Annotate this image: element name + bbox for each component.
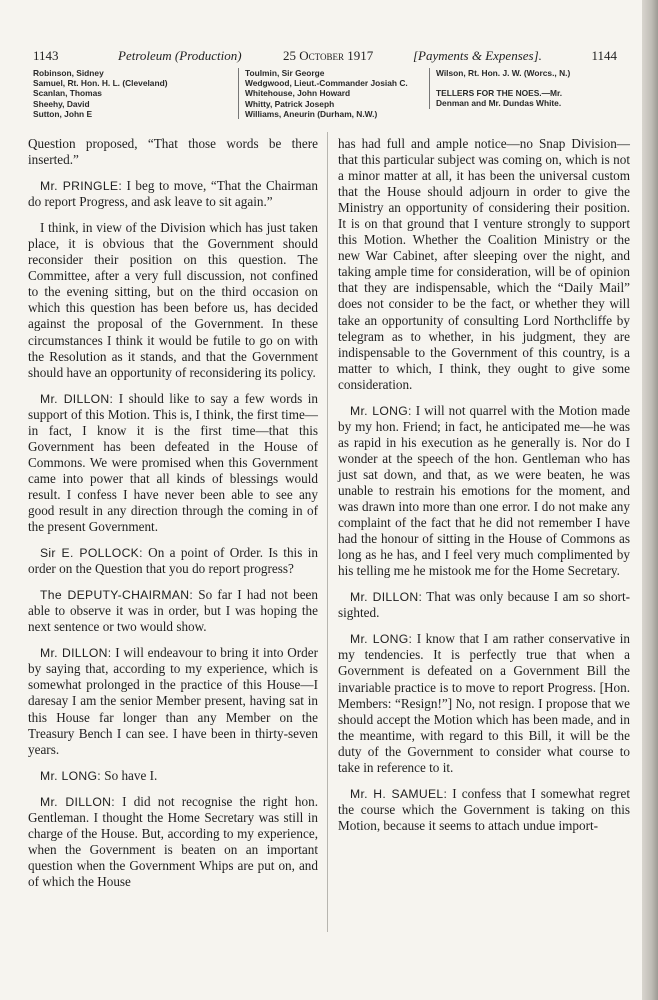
division-name: Samuel, Rt. Hon. H. L. (Cleveland): [33, 78, 168, 89]
paragraph-text: I will endeavour to bring it into Order by saying that, according to my experience, which is somewhat prolonged in the practice of this House—I daresay I am the senior Member present, having sat in this House far longer than any Member on the Treasury Bench I can see. I have been in thirty-seven years.: [28, 645, 318, 757]
division-name: Sutton, John E: [33, 108, 93, 119]
division-name: Williams, Aneurin (Durham, N.W.): [245, 108, 378, 119]
paragraph: [338, 631, 630, 775]
tellers-line: TELLERS FOR THE NOES.—Mr.: [436, 88, 563, 99]
right-text-column: [338, 136, 630, 844]
division-name: Toulmin, Sir George: [245, 68, 325, 78]
paragraph: [28, 645, 318, 757]
speaker-name: Mr. DILLON:: [40, 794, 115, 809]
speaker-name: Mr. DILLON:: [40, 391, 114, 406]
paragraph-text: That was only because I am so short-sighted.: [338, 589, 630, 621]
speaker-name: Sir E. POLLOCK:: [40, 546, 143, 561]
speaker-name: Mr. PRINGLE:: [40, 179, 123, 194]
paragraph-text: So have I.: [100, 767, 158, 783]
division-name: Wilson, Rt. Hon. J. W. (Worcs., N.): [436, 68, 571, 78]
paragraph: [28, 136, 318, 168]
paragraph-text: has had full and ample notice—no Snap Division—that this particular subject was coming on, which is not a minor matter at all, it has been the universal custom that the House should adjourn in order to give the Ministry an opportunity of considering their position. It is on that ground that I venture strongly to support this Motion. Whether the Coalition Ministry or the new War Cabinet, after sleeping over the night, and taking ample time for consideration, will be of opinion that they are indispensable, which the “Daily Mail” does not consider to be the fact, or whether they will take an opportunity of consulting Lord Northcliffe by telegram as to whether, in his judgment, they are indispensable to the Government of this country, is a matter to which, I think, they ought to give some consideration.: [338, 136, 630, 392]
paragraph: [338, 786, 630, 834]
sitting-date: 25 October 1917: [283, 48, 374, 63]
paragraph: [28, 178, 318, 210]
paragraph-text: Question proposed, “That those words be there inserted.”: [28, 136, 318, 168]
page-edge: [642, 0, 658, 1000]
division-name: Whitehouse, John Howard: [245, 88, 351, 99]
division-list: [33, 68, 623, 120]
paragraph: [338, 136, 630, 393]
running-title: Petroleum (Production): [118, 48, 242, 63]
paragraph-text: So far I had not been able to observe it was in order, but I was hoping the next sentence or two would show.: [28, 587, 318, 635]
division-column-3: [429, 68, 628, 109]
paragraph: [338, 403, 630, 580]
paragraph-text: I did not recognise the right hon. Gentleman. I thought the Home Secretary was still in charge of the House. But, according to my experience, when the Government is beaten on an important question when the Government Whips are put on, and of which the House: [28, 793, 318, 889]
paragraph: [28, 768, 318, 784]
page-number-left: 1143: [33, 48, 59, 63]
speaker-name: Mr. LONG:: [350, 403, 412, 418]
paragraph: [28, 545, 318, 577]
tellers-line: Denman and Mr. Dundas White.: [436, 98, 562, 109]
paragraph: [338, 589, 630, 621]
speaker-name: The DEPUTY-CHAIRMAN:: [40, 588, 194, 603]
division-name: Robinson, Sidney: [33, 68, 104, 78]
speaker-name: Mr. LONG:: [350, 632, 413, 647]
division-name: Wedgwood, Lieut.-Commander Josiah C.: [245, 78, 408, 89]
paragraph-text: I should like to say a few words in support of this Motion. This is, I think, the first time—in fact, I know it is the first time—that this Government has been defeated in the House of Commons. We were promised when this Government came into power that all kinds of blessings would result. I confess I have never been able to see any good result in any direction through the coming in of the present Government.: [28, 390, 318, 535]
paragraph-text: I confess that I somewhat regret the course which the Government is taking on this Motion, because it seems to attach undue import-: [338, 785, 631, 833]
speaker-name: Mr. LONG:: [40, 768, 101, 783]
running-header: [33, 48, 617, 66]
division-name: Scanlan, Thomas: [33, 88, 102, 99]
speaker-name: Mr. H. SAMUEL:: [350, 786, 448, 801]
speaker-name: Mr. DILLON:: [40, 646, 112, 661]
division-name: Whitty, Patrick Joseph: [245, 98, 335, 109]
left-text-column: [28, 136, 318, 900]
speaker-name: Mr. DILLON:: [350, 590, 423, 605]
paragraph-text: I beg to move, “That the Chairman do report Progress, and ask leave to sit again.”: [28, 178, 318, 210]
paragraph: [28, 391, 318, 535]
division-column-1: [33, 68, 228, 119]
division-name: Sheehy, David: [33, 98, 90, 109]
paragraph-text: I know that I am rather conservative in my tendencies. It is perfectly true that when a Government is defeated on a Government Bill the invariable practice is to move to report Progress. [Hon. Members: “Resign!”] No, not resign. I propose that we should accept the Motion which has been made, and in the meantime, with regard to this Bill, it will be the duty of the Government to consider what course to take in reference to it.: [338, 631, 630, 775]
paragraph: [28, 587, 318, 635]
running-subject: [Payments & Expenses].: [413, 48, 542, 63]
paragraph: [28, 794, 318, 890]
page-number-right: 1144: [591, 48, 617, 63]
paragraph-text: On a point of Order. Is this in order on the Question that you do report progress?: [28, 545, 318, 577]
paragraph-text: I think, in view of the Division which has just taken place, it is obvious that the Government should reconsider their position on this question. The Committee, after a very full discussion, not confined to the evening sitting, but on the third occasion on which this question has been before us, has decided against the proposal of the Government. In these circumstances I think it would be futile to go on with the Resolution as it stands, and that the Government should have an opportunity of reconsidering its policy.: [28, 220, 318, 380]
paragraph-text: I will not quarrel with the Motion made by my hon. Friend; in fact, he anticipated me—he was as rapid in his execution as he generally is. Nor do I wonder at the speech of the hon. Gentleman who has just sat down, and that, as we were beaten, he was unable to restrain his emotions for the moment, and was drawn into more than one error. I do not make any complaint of the fact that he did not remember I have had the honour of sitting in the House of Commons as long as he has, and I feel very much complimented by his telling me he mistook me for the Home Secretary.: [338, 402, 630, 579]
division-column-2: [238, 68, 431, 119]
column-divider: [327, 132, 328, 932]
paragraph: [28, 220, 318, 380]
